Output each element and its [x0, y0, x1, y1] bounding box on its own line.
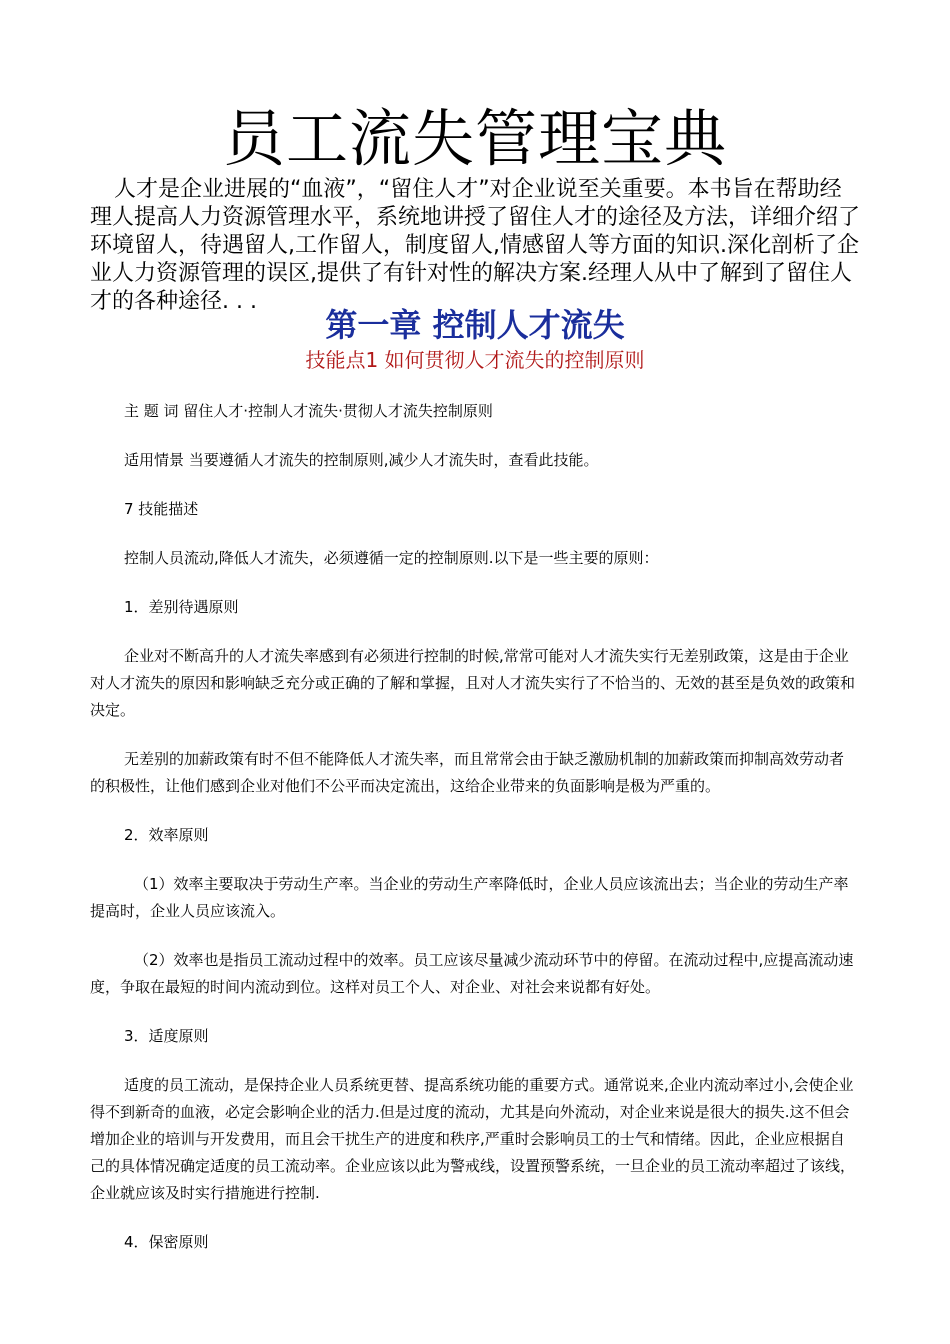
principle-heading: 1．差别待遇原则	[124, 598, 239, 616]
paragraph: 无差别的加薪政策有时不但不能降低人才流失率，而且常常会由于缺乏激励机制的加薪政策而抑制高效劳动者的积极性，让他们感到企业对他们不公平而决定流出，这给企业带来的负面影响是极为严重的。	[90, 750, 845, 795]
body-text	[90, 398, 856, 1278]
document-title: 员工流失管理宝典	[222, 102, 727, 175]
scenario-line: 适用情景 当要遵循人才流失的控制原则,减少人才流失时，查看此技能。	[124, 451, 599, 469]
intro-paragraph: 人才是企业进展的“血液”，“留住人才”对企业说至关重要。本书旨在帮助经理人提高人力资源管理水平，系统地讲授了留住人才的途径及方法，详细介绍了环境留人，待遇留人,工作留人，制度留人,情感留人等方面的知识.深化剖析了企业人力资源管理的误区,提供了有针对性的解决方案.经理人从中了解到了留住人才的各种途径. . .	[90, 177, 861, 314]
skill-heading: 技能点1 如何贯彻人才流失的控制原则	[305, 348, 645, 372]
keywords-line: 主 题 词 留住人才·控制人才流失·贯彻人才流失控制原则	[124, 402, 493, 420]
paragraph: （2）效率也是指员工流动过程中的效率。员工应该尽量减少流动环节中的停留。在流动过程中,应提高流动速度，争取在最短的时间内流动到位。这样对员工个人、对企业、对社会来说都有好处。	[90, 951, 854, 996]
paragraph: 企业对不断高升的人才流失率感到有必须进行控制的时候,常常可能对人才流失实行无差别政策，这是由于企业对人才流失的原因和影响缺乏充分或正确的了解和掌握，且对人才流失实行了不恰当的、无效的甚至是负效的政策和决定。	[90, 647, 856, 719]
principle-heading: 4．保密原则	[124, 1233, 209, 1251]
section-heading: 7 技能描述	[124, 500, 199, 518]
chapter-heading: 第一章 控制人才流失	[325, 306, 625, 344]
paragraph: （1）效率主要取决于劳动生产率。当企业的劳动生产率降低时，企业人员应该流出去；当企业的劳动生产率提高时，企业人员应该流入。	[90, 875, 849, 920]
principle-heading: 3．适度原则	[124, 1027, 209, 1045]
paragraph: 控制人员流动,降低人才流失，必须遵循一定的控制原则.以下是一些主要的原则：	[124, 549, 659, 567]
principle-heading: 2．效率原则	[124, 826, 209, 844]
paragraph: 适度的员工流动，是保持企业人员系统更替、提高系统功能的重要方式。通常说来,企业内流动率过小,会使企业得不到新奇的血液，必定会影响企业的活力.但是过度的流动，尤其是向外流动，对企业来说是很大的损失.这不但会增加企业的培训与开发费用，而且会干扰生产的进度和秩序,严重时会影响员工的士气和情绪。因此，企业应根据自己的具体情况确定适度的员工流动率。企业应该以此为警戒线，设置预警系统，一旦企业的员工流动率超过了该线，企业就应该及时实行措施进行控制.	[90, 1076, 856, 1202]
